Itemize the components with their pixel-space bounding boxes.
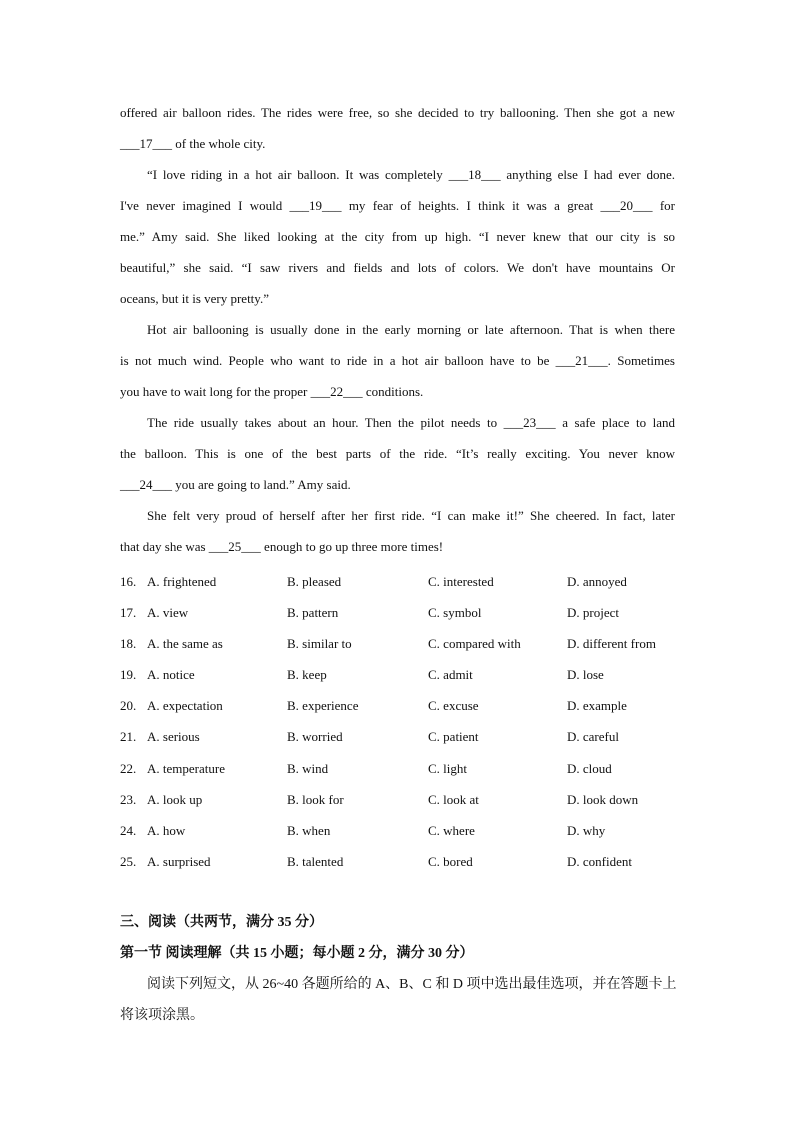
option-b: B. pattern [287,605,339,621]
passage-line: ___17___ of the whole city. [120,136,266,151]
option-b: B. keep [287,667,327,683]
question-number: 21. [120,729,137,745]
option-c: C. where [428,822,475,838]
question-row-24 [120,815,675,846]
option-b: B. pleased [287,574,342,589]
paragraph-5 [120,500,675,562]
option-b: B. worried [287,729,343,745]
passage-line: the balloon. This is one of the best parts of the ride. “It’s really exciting. You never know [120,446,675,461]
instruction-line: 将该项涂黑。 [120,1008,204,1023]
passage-line: “I love riding in a hot air balloon. It was completely ___18___ anything else I had ever done. [147,167,675,182]
answer-options [120,566,675,877]
question-row-20 [120,690,675,721]
passage-line: offered air balloon rides. The rides were free, so she decided to try ballooning. Then she got a new [120,105,675,120]
part-3-heading: 三、阅读（共两节，满分 35 分） [120,915,323,930]
question-number: 16. [120,574,137,589]
option-c: C. admit [428,667,473,683]
option-a: A. frightened [147,574,217,589]
option-a: A. surprised [147,853,211,869]
option-b: B. experience [287,698,359,714]
question-number: 20. [120,698,137,714]
option-b: B. look for [287,791,344,807]
passage-line: is not much wind. People who want to ride in a hot air balloon have to be ___21___. Sometimes [120,353,675,368]
option-d: D. different from [567,636,656,652]
option-d: D. confident [567,853,632,869]
passage-line: me.” Amy said. She liked looking at the city from up high. “I never knew that our city is so [120,229,675,244]
question-row-21 [120,721,675,752]
option-d: D. look down [567,791,639,807]
paragraph-2 [120,159,675,314]
option-b: B. when [287,822,331,838]
paragraph-4 [120,407,675,500]
option-a: A. temperature [147,760,225,776]
option-a: A. the same as [147,636,223,652]
option-c: C. bored [428,853,473,869]
question-number: 18. [120,636,137,652]
section-1-heading: 第一节 阅读理解（共 15 小题；每小题 2 分，满分 30 分） [120,946,474,961]
question-number: 17. [120,605,137,621]
passage-line: She felt very proud of herself after her first ride. “I can make it!” She cheered. In fact, later [147,508,675,523]
option-d: D. example [567,698,627,714]
question-number: 23. [120,791,137,807]
option-d: D. why [567,822,606,838]
option-c: C. compared with [428,636,521,652]
option-a: A. view [147,605,189,621]
option-a: A. serious [147,729,200,745]
option-b: B. similar to [287,636,352,652]
question-number: 19. [120,667,137,683]
question-row-23 [120,784,675,815]
cloze-passage [120,97,675,562]
reading-instructions [120,969,675,1031]
option-c: C. patient [428,729,479,745]
option-c: C. excuse [428,698,479,714]
option-a: A. expectation [147,698,223,714]
question-number: 22. [120,760,137,776]
passage-line: I've never imagined I would ___19___ my fear of heights. I think it was a great ___20___ for [120,198,675,213]
option-d: D. lose [567,667,604,683]
option-d: D. careful [567,729,619,745]
question-row-25 [120,846,675,877]
option-a: A. look up [147,791,203,807]
option-c: C. symbol [428,605,482,621]
option-b: B. wind [287,760,329,776]
passage-line: Hot air ballooning is usually done in the early morning or late afternoon. That is when there [147,322,675,337]
option-d: D. project [567,605,619,621]
question-row-17 [120,597,675,628]
option-a: A. how [147,822,186,838]
option-c: C. interested [428,574,494,589]
passage-line: ___24___ you are going to land.” Amy said. [120,477,351,492]
question-row-16 [120,566,675,597]
question-row-18 [120,628,675,659]
question-number: 25. [120,853,137,869]
option-c: C. light [428,760,468,776]
passage-line: that day she was ___25___ enough to go up three more times! [120,539,444,554]
passage-line: oceans, but it is very pretty.” [120,291,269,306]
option-d: D. cloud [567,760,612,776]
passage-line: you have to wait long for the proper ___22___ conditions. [120,384,424,399]
option-b: B. talented [287,853,344,869]
option-d: D. annoyed [567,574,627,589]
option-c: C. look at [428,791,479,807]
instruction-line: 阅读下列短文，从 26~40 各题所给的 A、B、C 和 D 项中选出最佳选项，并在答题卡上 [147,977,677,992]
question-row-19 [120,659,675,690]
passage-line: The ride usually takes about an hour. Then the pilot needs to ___23___ a safe place to land [147,415,675,430]
paragraph-1 [120,97,675,159]
question-number: 24. [120,822,137,838]
passage-line: beautiful,” she said. “I saw rivers and fields and lots of colors. We don't have mountains Or [120,260,675,275]
paragraph-3 [120,314,675,407]
question-row-22 [120,753,675,784]
option-a: A. notice [147,667,195,683]
